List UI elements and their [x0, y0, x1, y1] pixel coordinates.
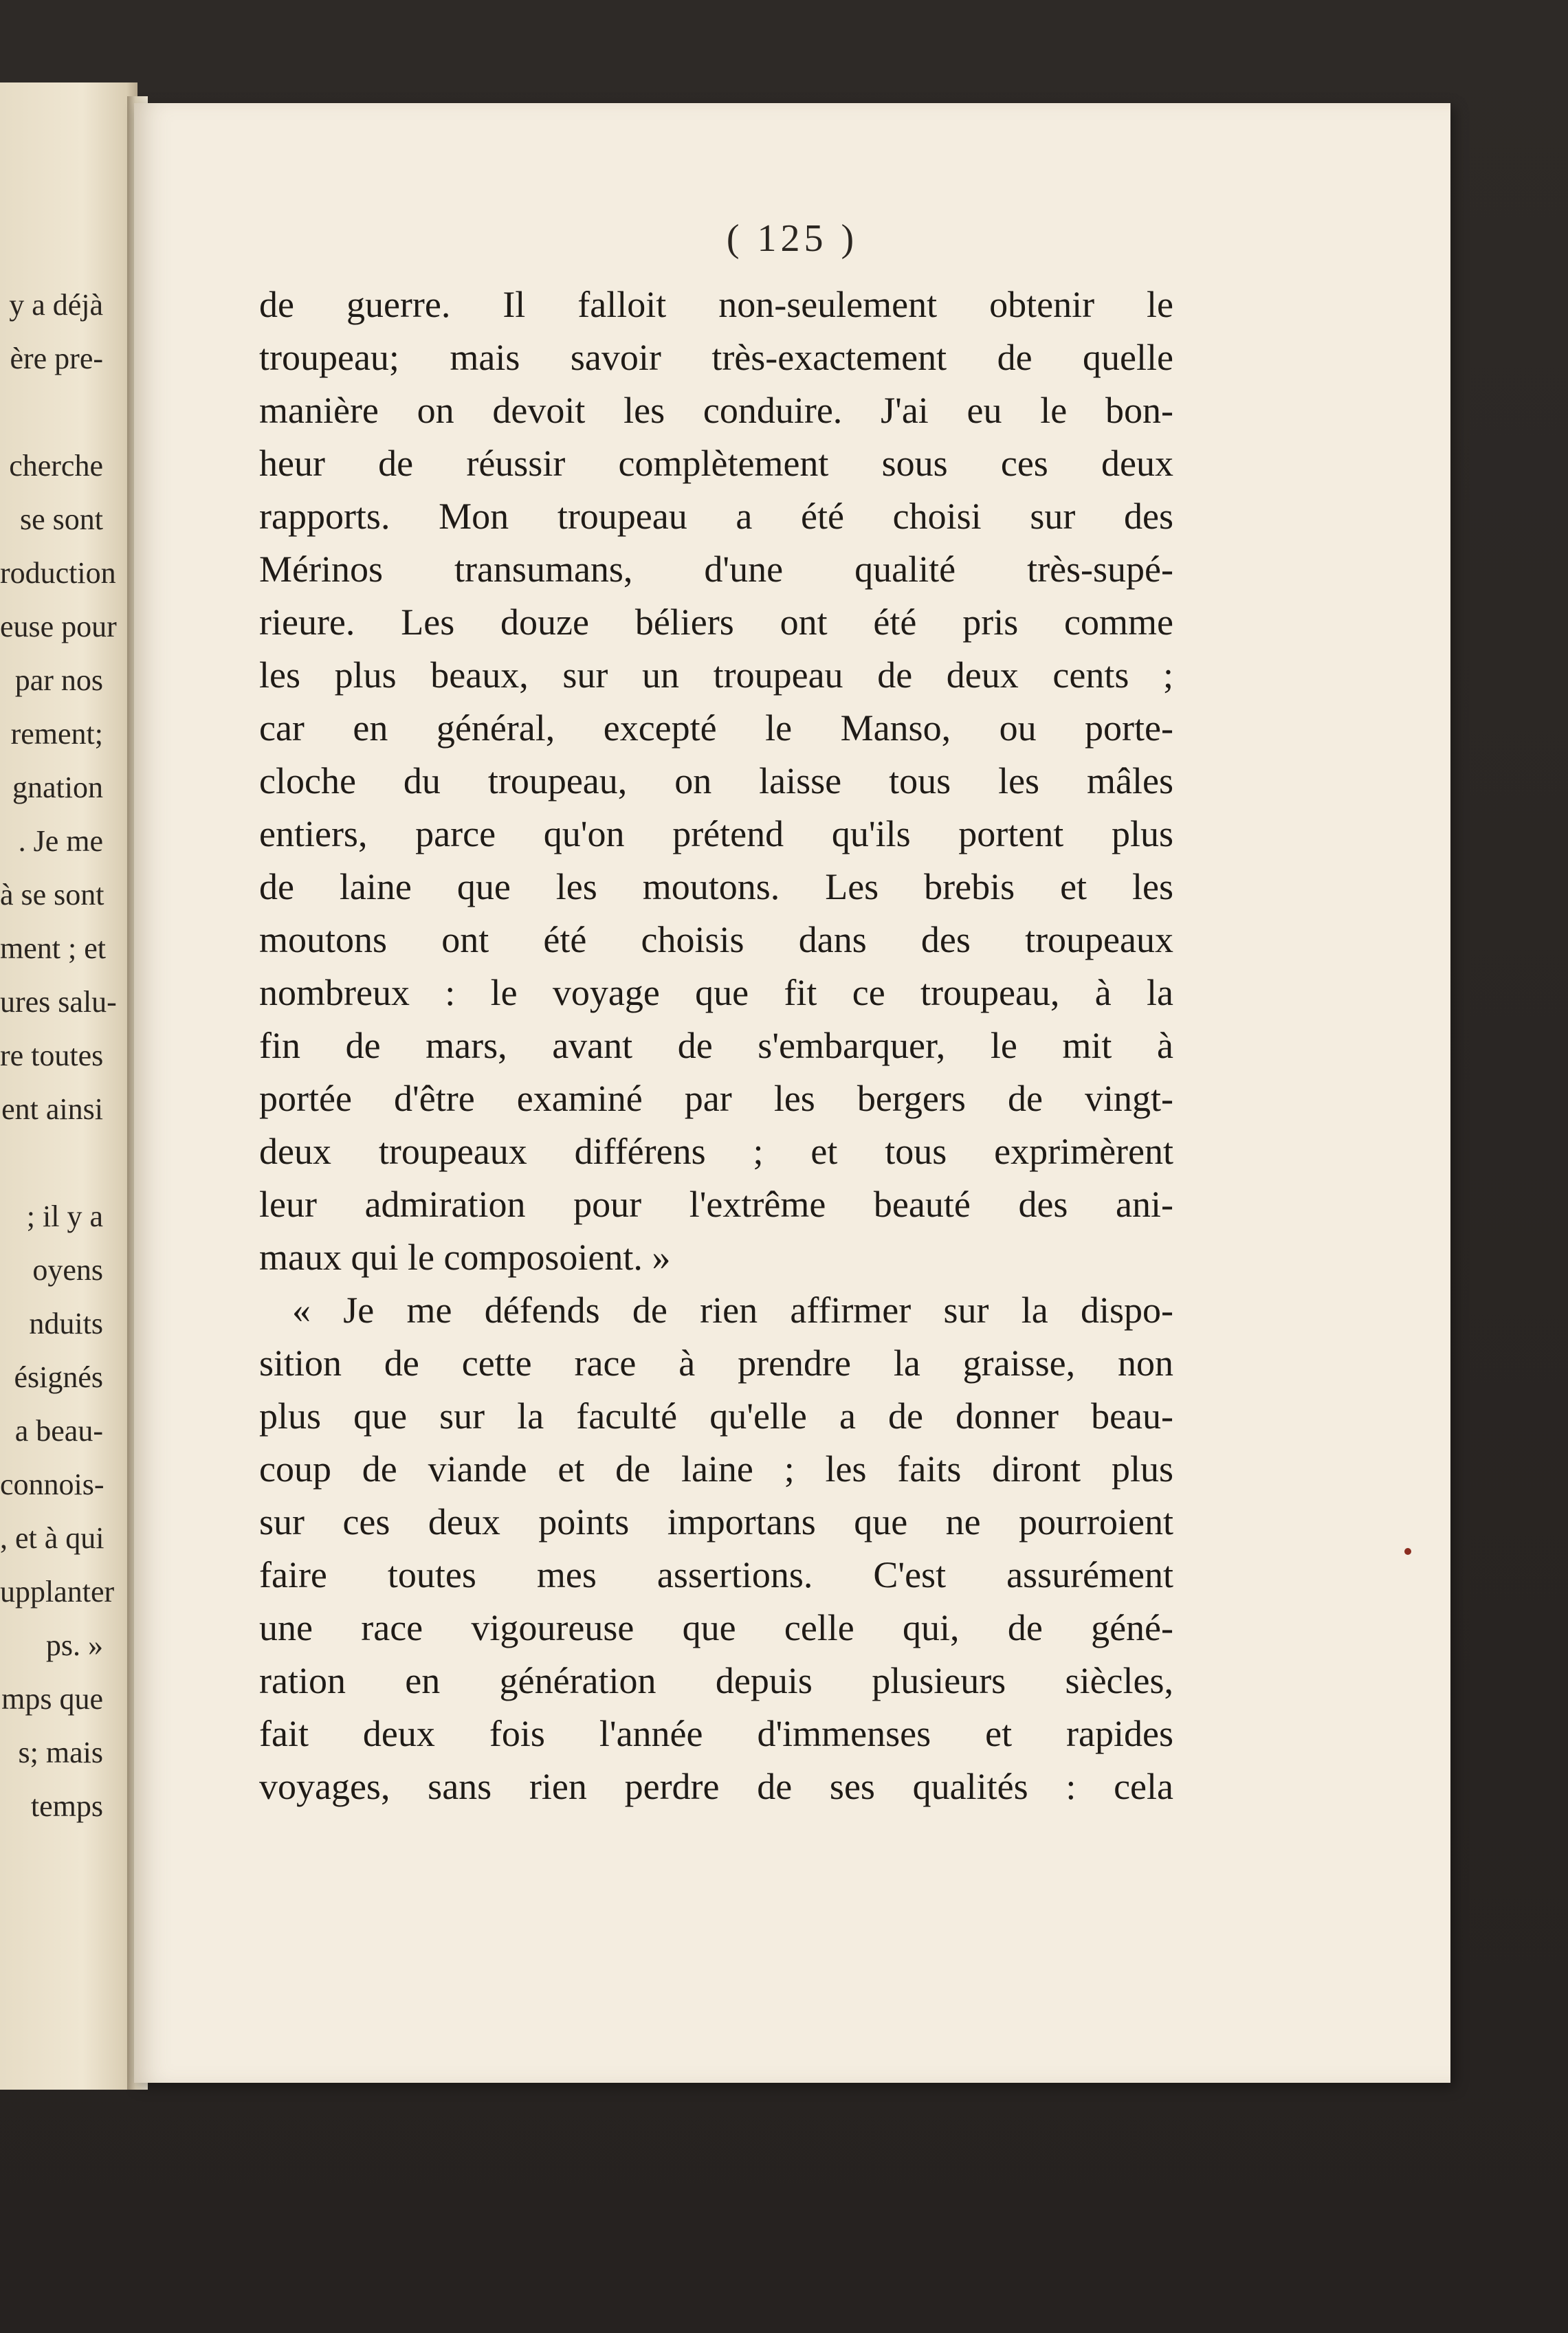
left-page-line: a beau- [14, 1414, 103, 1448]
text-line: Mérinos transumans, d'une qualité très-supé- [259, 549, 1173, 590]
text-line: rieure. Les douze béliers ont été pris comme [259, 601, 1173, 643]
left-page-line: ures salu- [0, 985, 117, 1019]
left-page-line: ; il y a [26, 1199, 103, 1233]
text-line: coup de viande et de laine ; les faits diront plus [259, 1448, 1173, 1490]
text-line: de guerre. Il falloit non-seulement obtenir le [259, 284, 1173, 325]
page-body-text [259, 278, 1173, 1813]
left-page-line: oyens [32, 1253, 103, 1287]
left-page-line: re toutes [0, 1039, 104, 1072]
left-page-line: ps. » [45, 1628, 103, 1662]
text-line: entiers, parce qu'on prétend qu'ils portent plus [259, 813, 1173, 854]
text-line: troupeau; mais savoir très-exactement de quelle [259, 337, 1173, 378]
left-page-line: rement; [10, 717, 103, 751]
left-page-line: roduction [0, 556, 116, 590]
text-line: les plus beaux, sur un troupeau de deux cents ; [259, 654, 1173, 696]
left-page-line: y a déjà [9, 288, 103, 322]
text-line: car en général, excepté le Manso, ou porte- [259, 707, 1173, 749]
left-page-text [0, 278, 117, 1833]
ink-speck [1404, 1548, 1411, 1555]
left-page-line: gnation [12, 771, 103, 804]
left-page-line: ent ainsi [1, 1092, 103, 1126]
text-line: « Je me défends de rien affirmer sur la dispo- [292, 1290, 1173, 1331]
left-page-line: temps [30, 1789, 103, 1823]
text-line: heur de réussir complètement sous ces deux [259, 443, 1173, 484]
left-page-line: par nos [14, 663, 103, 697]
text-line: ration en génération depuis plusieurs siècles, [259, 1660, 1173, 1701]
text-line: leur admiration pour l'extrême beauté des ani- [259, 1184, 1173, 1225]
left-page-line: ment ; et [0, 931, 106, 965]
text-line: faire toutes mes assertions. C'est assurément [259, 1554, 1173, 1595]
text-line: plus que sur la faculté qu'elle a de donner beau- [259, 1395, 1173, 1437]
left-page-line: à se sont [0, 878, 104, 911]
text-line: cloche du troupeau, on laisse tous les mâles [259, 760, 1173, 801]
text-line: portée d'être examiné par les bergers de vingt- [259, 1078, 1173, 1119]
left-page-line: cherche [9, 449, 103, 483]
page-number: ( 125 ) [726, 217, 859, 260]
left-page-line: upplanter [0, 1575, 115, 1608]
text-line: deux troupeaux différens ; et tous exprimèrent [259, 1131, 1173, 1172]
right-page [134, 103, 1450, 2083]
left-page-line: s; mais [18, 1736, 103, 1769]
left-page-line [0, 1136, 103, 1190]
left-page-line: . Je me [18, 824, 103, 858]
left-page-line: nduits [29, 1307, 103, 1340]
left-page [0, 82, 137, 2090]
text-line: une race vigoureuse que celle qui, de géné- [259, 1607, 1173, 1648]
text-line: moutons ont été choisis dans des troupeaux [259, 919, 1173, 960]
left-page-line: euse pour [0, 610, 117, 643]
text-line: sition de cette race à prendre la graisse, non [259, 1342, 1173, 1384]
left-page-line [0, 386, 103, 439]
left-page-line: ère pre- [10, 342, 103, 375]
left-page-line: connois- [0, 1468, 104, 1501]
text-line: fait deux fois l'année d'immenses et rapides [259, 1713, 1173, 1754]
text-line: voyages, sans rien perdre de ses qualités : cela [259, 1766, 1173, 1807]
text-line: sur ces deux points importans que ne pourroient [259, 1501, 1173, 1543]
text-line: de laine que les moutons. Les brebis et les [259, 866, 1173, 907]
text-line: rapports. Mon troupeau a été choisi sur des [259, 496, 1173, 537]
left-page-line: se sont [20, 502, 103, 536]
text-line: manière on devoit les conduire. J'ai eu le bon- [259, 390, 1173, 431]
text-line: nombreux : le voyage que fit ce troupeau, à la [259, 972, 1173, 1013]
left-page-line: , et à qui [0, 1521, 104, 1555]
left-page-line: mps que [1, 1682, 103, 1716]
left-page-line: ésignés [14, 1360, 103, 1394]
text-line: maux qui le composoient. » [259, 1237, 671, 1278]
text-line: fin de mars, avant de s'embarquer, le mit à [259, 1025, 1173, 1066]
